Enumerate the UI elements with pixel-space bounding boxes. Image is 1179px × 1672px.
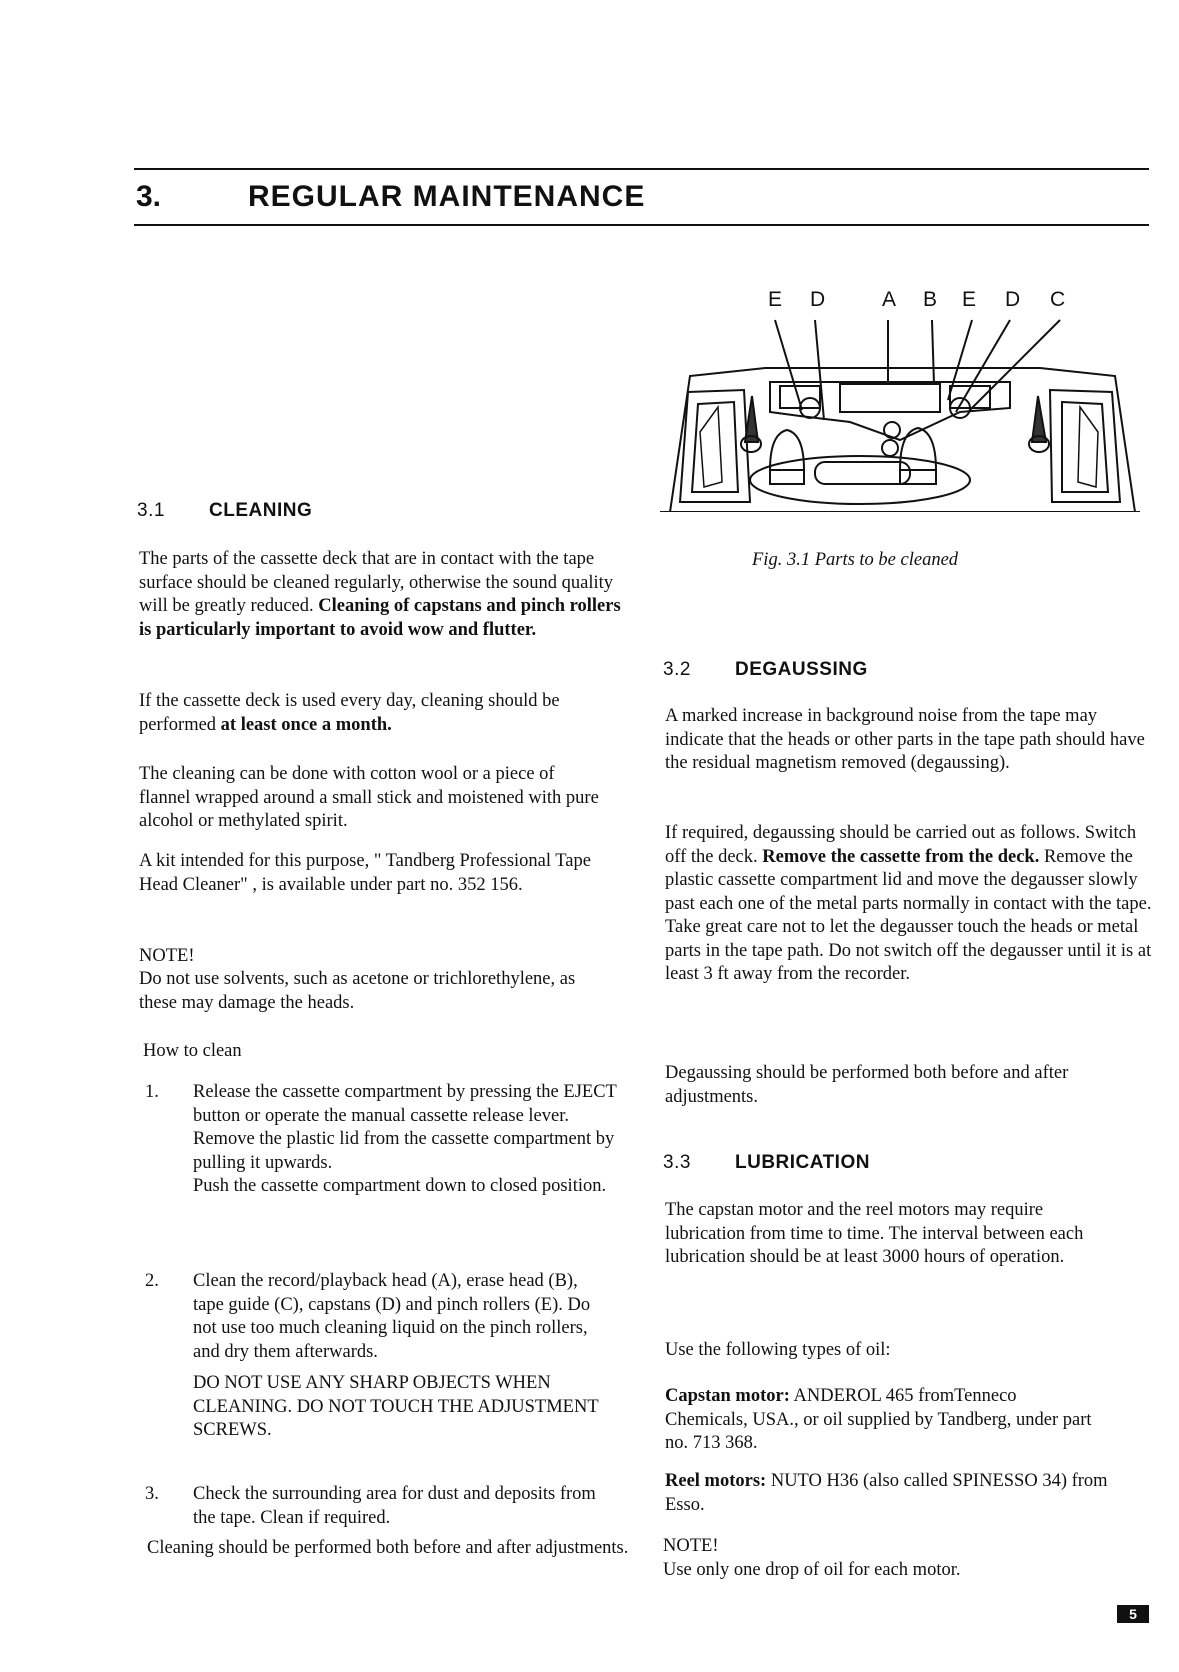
cleaning-p1-bold: Cleaning of capstans and pinch rollers is particularly important to avoid wow and flutter. (139, 596, 621, 640)
degaussing-p2-bold: Remove the cassette from the deck. (762, 846, 1040, 867)
cleaning-p1-text: The parts of the cassette deck that are in contact with the tape surface should be cleaned regularly, otherwise the sound quality will be greatly reduced. (139, 549, 613, 616)
page-number: 5 (1117, 1605, 1149, 1623)
lubrication-paragraph-2: Use the following types of oil: (665, 1340, 891, 1360)
reel-oil-label: Reel motors: (665, 1471, 767, 1491)
fig-letter-d2: D (1005, 288, 1021, 311)
fig-letter-a: A (882, 288, 897, 311)
section-number: 3.2 (663, 659, 691, 680)
step-1-text-c: Push the cassette compartment down to closed position. (193, 1176, 607, 1196)
step-3-text: Check the surrounding area for dust and deposits from the tape. Clean if required. (193, 1484, 596, 1528)
step-2-warning: DO NOT USE ANY SHARP OBJECTS WHEN CLEANING. DO NOT TOUCH THE ADJUSTMENT SCREWS. (193, 1373, 599, 1440)
section-number: 3.1 (137, 500, 165, 521)
cleaning-paragraph-4: A kit intended for this purpose, " Tandberg Professional Tape Head Cleaner" , is available under part no. 352 156. (139, 851, 591, 895)
cleaning-p2-text: If the cassette deck is used every day, cleaning should be performed (139, 691, 560, 735)
section-heading-degaussing (663, 659, 868, 681)
section-heading-lubrication (663, 1152, 870, 1174)
fig-letter-e1: E (768, 288, 783, 311)
degaussing-p2-text-b: Remove the plastic cassette compartment lid and move the degausser slowly past each one of the metal parts normally in contact with the tape. Take great care not to let the degausser touch the heads or metal parts in the tape path. Do not switch off the degausser until it is at least 3 ft away from the recorder. (665, 846, 1152, 984)
reel-oil-text: NUTO H36 (also called SPINESSO 34) from Esso. (665, 1471, 1108, 1515)
section-title: CLEANING (209, 500, 313, 521)
step-number: 3. (145, 1484, 159, 1504)
cleaning-paragraph-2 (139, 690, 614, 737)
cleaning-closing: Cleaning should be performed both before and after adjustments. (147, 1538, 629, 1558)
fig-letter-c: C (1050, 288, 1066, 311)
cleaning-note-text: Do not use solvents, such as acetone or trichlorethylene, as these may damage the heads. (139, 969, 576, 1013)
figure-caption: Fig. 3.1 Parts to be cleaned (752, 550, 959, 570)
section-number: 3.3 (663, 1152, 691, 1173)
section-title: LUBRICATION (735, 1152, 870, 1173)
lubrication-note-label: NOTE! (663, 1536, 719, 1556)
capstan-oil-text: ANDEROL 465 fromTenneco Chemicals, USA., or oil supplied by Tandberg, under part no. 713 368. (665, 1386, 1092, 1453)
step-1-text-a: Release the cassette compartment by pressing the EJECT button or operate the manual cassette release lever. (193, 1082, 617, 1126)
capstan-oil-label: Capstan motor: (665, 1386, 790, 1406)
step-number: 2. (145, 1271, 159, 1291)
lubrication-paragraph-1: The capstan motor and the reel motors may require lubrication from time to time. The interval between each lubrication should be at least 3000 hours of operation. (665, 1200, 1084, 1267)
reel-oil-spec (665, 1470, 1135, 1517)
fig-letter-e2: E (962, 288, 977, 311)
lubrication-note-text: Use only one drop of oil for each motor. (663, 1560, 961, 1580)
how-to-clean-heading: How to clean (143, 1041, 242, 1061)
cassette-deck-illustration (660, 312, 1140, 512)
chapter-title: REGULAR MAINTENANCE (248, 180, 646, 213)
header-top-rule (134, 168, 1149, 170)
section-title: DEGAUSSING (735, 659, 868, 680)
cleaning-note-label: NOTE! (139, 946, 195, 966)
cleaning-paragraph-3: The cleaning can be done with cotton wool or a piece of flannel wrapped around a small stick and moistened with pure alcohol or methylated spirit. (139, 764, 599, 831)
header-bottom-rule (134, 224, 1149, 226)
capstan-oil-spec (665, 1385, 1095, 1456)
degaussing-paragraph-2 (665, 822, 1155, 987)
degaussing-paragraph-3: Degaussing should be performed both before and after adjustments. (665, 1063, 1069, 1107)
cleaning-paragraph-1 (139, 548, 634, 642)
fig-letter-b: B (923, 288, 938, 311)
fig-letter-d1: D (810, 288, 826, 311)
step-2-text: Clean the record/playback head (A), erase head (B), tape guide (C), capstans (D) and pinch rollers (E). Do not use too much cleaning liquid on the pinch rollers, and dry them afterwards. (193, 1271, 591, 1362)
step-number: 1. (145, 1082, 159, 1102)
cleaning-p2-bold: at least once a month. (220, 714, 392, 735)
degaussing-paragraph-1: A marked increase in background noise from the tape may indicate that the heads or other parts in the tape path should have the residual magnetism removed (degaussing). (665, 706, 1145, 773)
section-heading-cleaning (137, 500, 312, 522)
chapter-number: 3. (136, 180, 162, 213)
step-1-text-b: Remove the plastic lid from the cassette compartment by pulling it upwards. (193, 1129, 615, 1173)
degaussing-p2-text-a: If required, degaussing should be carried out as follows. Switch off the deck. (665, 823, 1137, 867)
